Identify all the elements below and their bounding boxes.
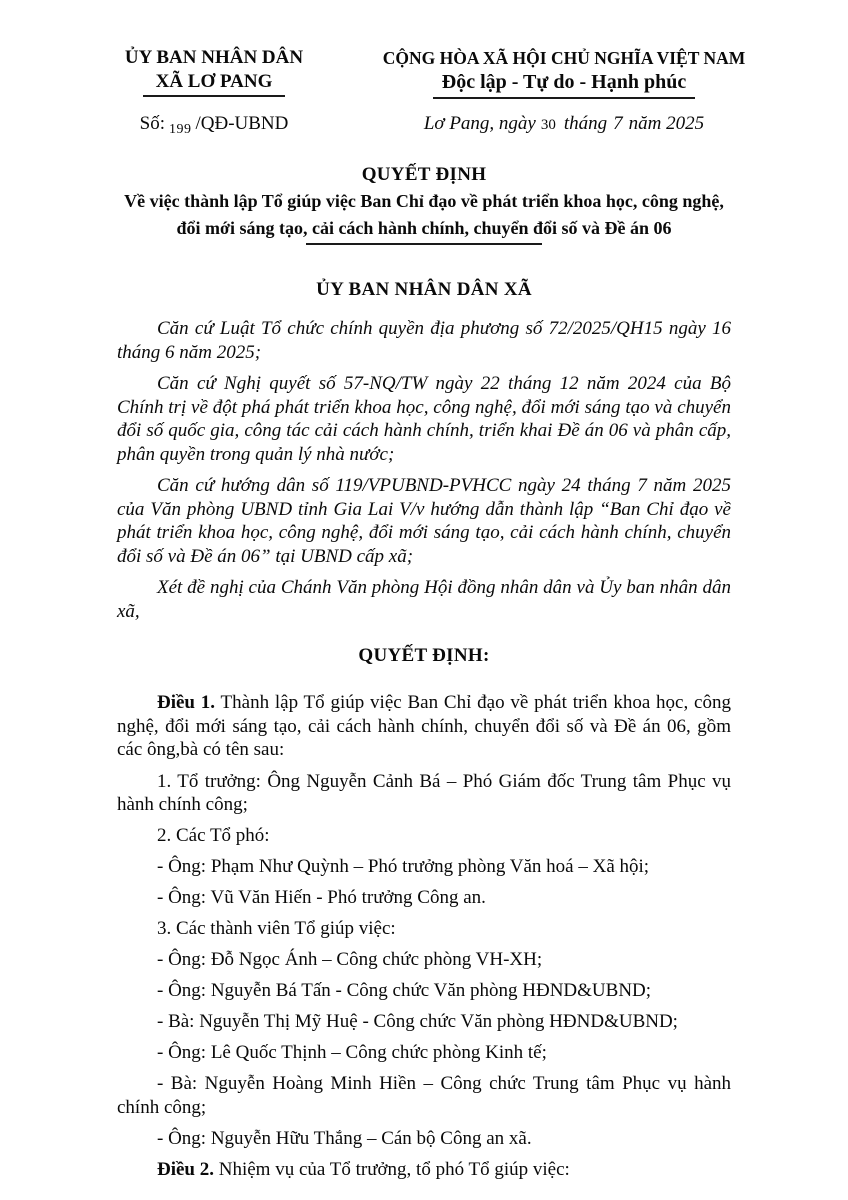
national-header-block [340, 46, 788, 135]
document-header [88, 46, 788, 135]
date-month-word: tháng [563, 113, 608, 134]
preamble-paragraph: Căn cứ Luật Tổ chức chính quyền địa phương số 72/2025/QH15 ngày 16 tháng 6 năm 2025; [117, 318, 731, 363]
national-motto: Độc lập - Tự do - Hạnh phúc [441, 71, 687, 93]
decision-title: QUYẾT ĐỊNH [361, 164, 487, 185]
preamble-paragraph: Xét đề nghị của Chánh Văn phòng Hội đồng nhân dân và Ủy ban nhân dân xã, [117, 577, 731, 622]
member-list-item: - Bà: Nguyễn Hoàng Minh Hiền – Công chức Trung tâm Phục vụ hành chính công; [117, 1073, 731, 1118]
article-1-paragraph [117, 691, 731, 762]
member-list-item: - Ông: Nguyễn Hữu Thắng – Cán bộ Công an xã. [157, 1127, 532, 1149]
article-2-label: Điều 2. [157, 1158, 214, 1180]
motto-underline [433, 97, 695, 99]
issuer-heading: ỦY BAN NHÂN DÂN XÃ [316, 279, 532, 300]
decision-title-block [0, 161, 848, 245]
date-month-value: 7 [613, 113, 623, 134]
decision-subject-line2: đổi mới sáng tạo, cải cách hành chính, chuyển đổi số và Đề án 06 [176, 218, 672, 238]
article-1-label: Điều 1. [157, 692, 216, 713]
date-day-value: 30 [540, 117, 556, 133]
member-list-item: 2. Các Tổ phó: [157, 825, 270, 846]
member-list-item: - Ông: Nguyễn Bá Tấn - Công chức Văn phòng HĐND&UBND; [157, 980, 652, 1001]
member-list-item: - Ông: Phạm Như Quỳnh – Phó trưởng phòng Văn hoá – Xã hội; [157, 856, 650, 877]
document-number-suffix: /QĐ-UBND [195, 113, 289, 134]
authority-name-line2: XÃ LƠ PANG [155, 71, 273, 92]
authority-name-line1: ỦY BAN NHÂN DÂN [124, 47, 304, 68]
preamble-paragraph: Căn cứ Nghị quyết số 57-NQ/TW ngày 22 tháng 12 năm 2024 của Bộ Chính trị về đột phá phát triển khoa học, công nghệ, đổi mới sáng tạo và chuyển đổi số quốc gia, công tác cải cách hành chính, triển khai Đề án 06 và phân cấp, phân quyền trong quản lý nhà nước; [117, 373, 731, 465]
preamble-paragraph: Căn cứ hướng dân số 119/VPUBND-PVHCC ngày 24 tháng 7 năm 2025 của Văn phòng UBND tỉnh Gia Lai V/v hướng dẫn thành lập “Ban Chỉ đạo về phát triển khoa học, công nghệ, đổi mới sáng tạo, cải cách hành chính, chuyển đổi số và Đề án 06” tại UBND cấp xã; [117, 475, 731, 567]
date-year-part: năm 2025 [628, 113, 705, 134]
document-number-label: Số: [139, 113, 165, 134]
document-number-value: 199 [168, 122, 192, 137]
member-list-item: - Ông: Đỗ Ngọc Ánh – Công chức phòng VH-XH; [157, 949, 543, 970]
article-2-paragraph [117, 1158, 731, 1182]
place-date-line [340, 113, 788, 135]
place-date-prefix: Lơ Pang, ngày [423, 113, 536, 134]
member-list-item: 3. Các thành viên Tổ giúp việc: [157, 918, 396, 939]
authority-underline [143, 95, 285, 97]
member-list-item: - Bà: Nguyễn Thị Mỹ Huệ - Công chức Văn phòng HĐND&UBND; [157, 1011, 678, 1032]
article-1-text: Thành lập Tổ giúp việc Ban Chỉ đạo về phát triển khoa học, công nghệ, đổi mới sáng tạo, cải cách hành chính, chuyển đổi số và Đề án 06, gồm các ông,bà có tên sau: [117, 692, 731, 760]
member-list-item: - Ông: Vũ Văn Hiến - Phó trưởng Công an. [157, 887, 486, 908]
issuing-authority-block [88, 46, 340, 135]
member-list-item: 1. Tổ trưởng: Ông Nguyễn Cảnh Bá – Phó Giám đốc Trung tâm Phục vụ hành chính công; [117, 770, 731, 815]
member-list-item: - Ông: Lê Quốc Thịnh – Công chức phòng Kinh tế; [157, 1042, 547, 1063]
document-body [117, 317, 731, 1181]
article-2-text: Nhiệm vụ của Tổ trưởng, tổ phó Tổ giúp việc: [218, 1158, 570, 1180]
decision-subject-line1: Về việc thành lập Tổ giúp việc Ban Chỉ đạo về phát triển khoa học, công nghệ, [124, 191, 724, 211]
title-separator-line [306, 243, 542, 245]
decision-heading: QUYẾT ĐỊNH: [358, 645, 490, 666]
document-number-line [88, 113, 340, 135]
national-title: CỘNG HÒA XÃ HỘI CHỦ NGHĨA VIỆT NAM [382, 48, 746, 68]
